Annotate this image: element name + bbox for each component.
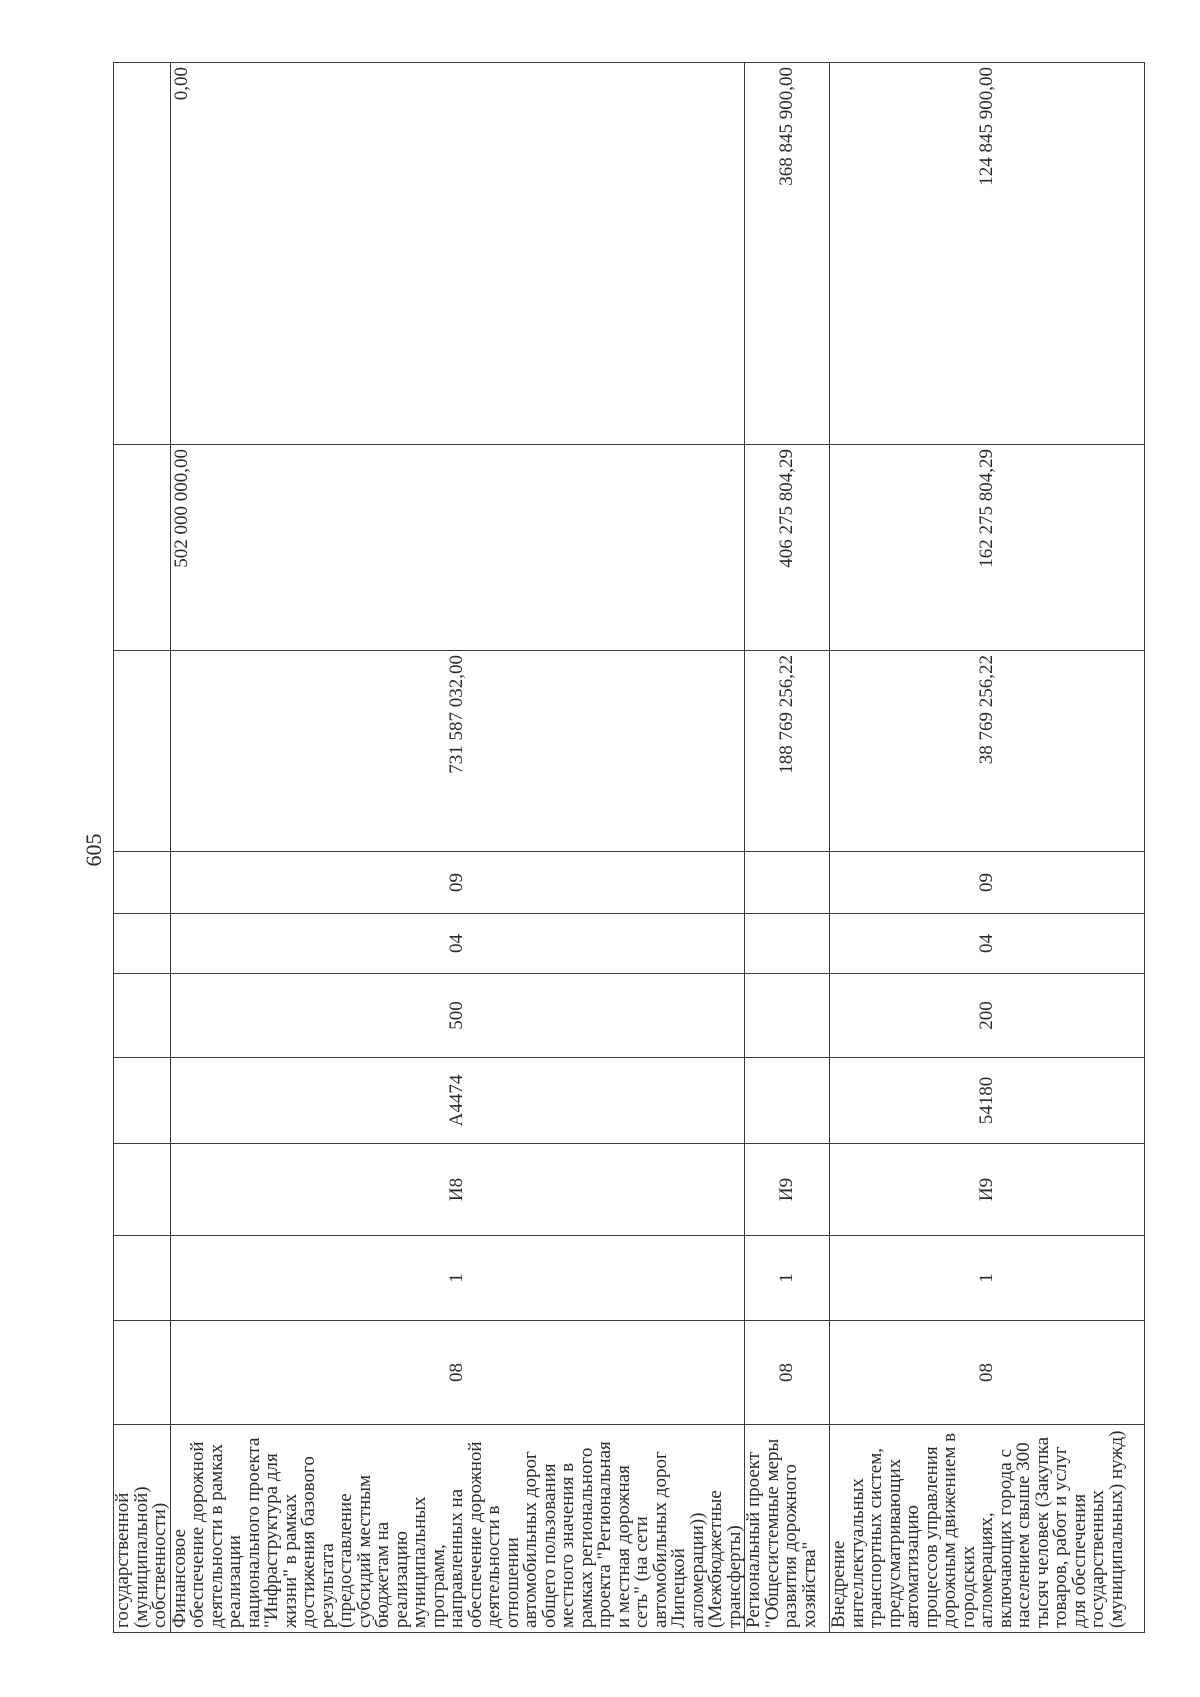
expense-type-code: 500 [170, 974, 745, 1058]
amount-year-2 [114, 445, 171, 651]
amount-year-2: 162 275 804,29 [830, 445, 1145, 651]
subsection-code [745, 852, 830, 914]
amount-year-3 [114, 63, 171, 445]
project-code: И9 [830, 1144, 1145, 1236]
amount-year-2: 406 275 804,29 [745, 445, 830, 651]
row-name: Региональный проект "Общесистемные меры развития дорожного хозяйства" [745, 1425, 830, 1633]
table-row [170, 63, 745, 1633]
amount-year-1: 38 769 256,22 [830, 651, 1145, 852]
subsection-code: 09 [170, 852, 745, 914]
expense-type-code [114, 974, 171, 1058]
budget-table [113, 62, 1145, 1633]
expense-type-code [745, 974, 830, 1058]
amount-year-1: 188 769 256,22 [745, 651, 830, 852]
subprogram-code: 1 [745, 1236, 830, 1321]
direction-code: A4474 [170, 1058, 745, 1144]
section-code: 04 [830, 914, 1145, 974]
project-code: И8 [170, 1144, 745, 1236]
subprogram-code [114, 1236, 171, 1321]
amount-year-3: 0,00 [170, 63, 745, 445]
direction-code [745, 1058, 830, 1144]
row-name: Финансовое обеспечение дорожной деятельности в рамках реализации национального проекта "Инфраструктура для жизни" в рамках достижения базового результата (предоставление субсидий местным бюджетам на реализацию муниципальных программ, направленных на обеспечение дорожной деятельности в отношении автомобильных дорог общего пользования местного значения в рамках регионального проекта "Региональная и местная дорожная сеть" (на сети автомобильных дорог Липецкой агломерации)) (Межбюджетные трансферты) [170, 1425, 745, 1633]
amount-year-3: 368 845 900,00 [745, 63, 830, 445]
row-name: Внедрение интеллектуальных транспортных систем, предусматривающих автоматизацию процессов управления дорожным движением в городских агломерациях, включающих города с населением свыше 300 тысяч человек (Закупка товаров, работ и услуг для обеспечения государственных (муниципальных) нужд) [830, 1425, 1145, 1633]
project-code: И9 [745, 1144, 830, 1236]
table-row [830, 63, 1145, 1633]
amount-year-2: 502 000 000,00 [170, 445, 745, 651]
amount-year-1 [114, 651, 171, 852]
subsection-code: 09 [830, 852, 1145, 914]
direction-code [114, 1058, 171, 1144]
row-name: государственной (муниципальной) собственности) [114, 1425, 171, 1633]
program-code: 08 [170, 1321, 745, 1425]
direction-code: 54180 [830, 1058, 1145, 1144]
table-row [114, 63, 171, 1633]
budget-table-wrapper [112, 63, 1127, 1633]
program-code: 08 [745, 1321, 830, 1425]
amount-year-1: 731 587 032,00 [170, 651, 745, 852]
table-row [745, 63, 830, 1633]
program-code [114, 1321, 171, 1425]
section-code [114, 914, 171, 974]
section-code: 04 [170, 914, 745, 974]
subprogram-code: 1 [830, 1236, 1145, 1321]
subsection-code [114, 852, 171, 914]
expense-type-code: 200 [830, 974, 1145, 1058]
amount-year-3: 124 845 900,00 [830, 63, 1145, 445]
program-code: 08 [830, 1321, 1145, 1425]
page-number: 605 [81, 833, 106, 867]
project-code [114, 1144, 171, 1236]
section-code [745, 914, 830, 974]
subprogram-code: 1 [170, 1236, 745, 1321]
